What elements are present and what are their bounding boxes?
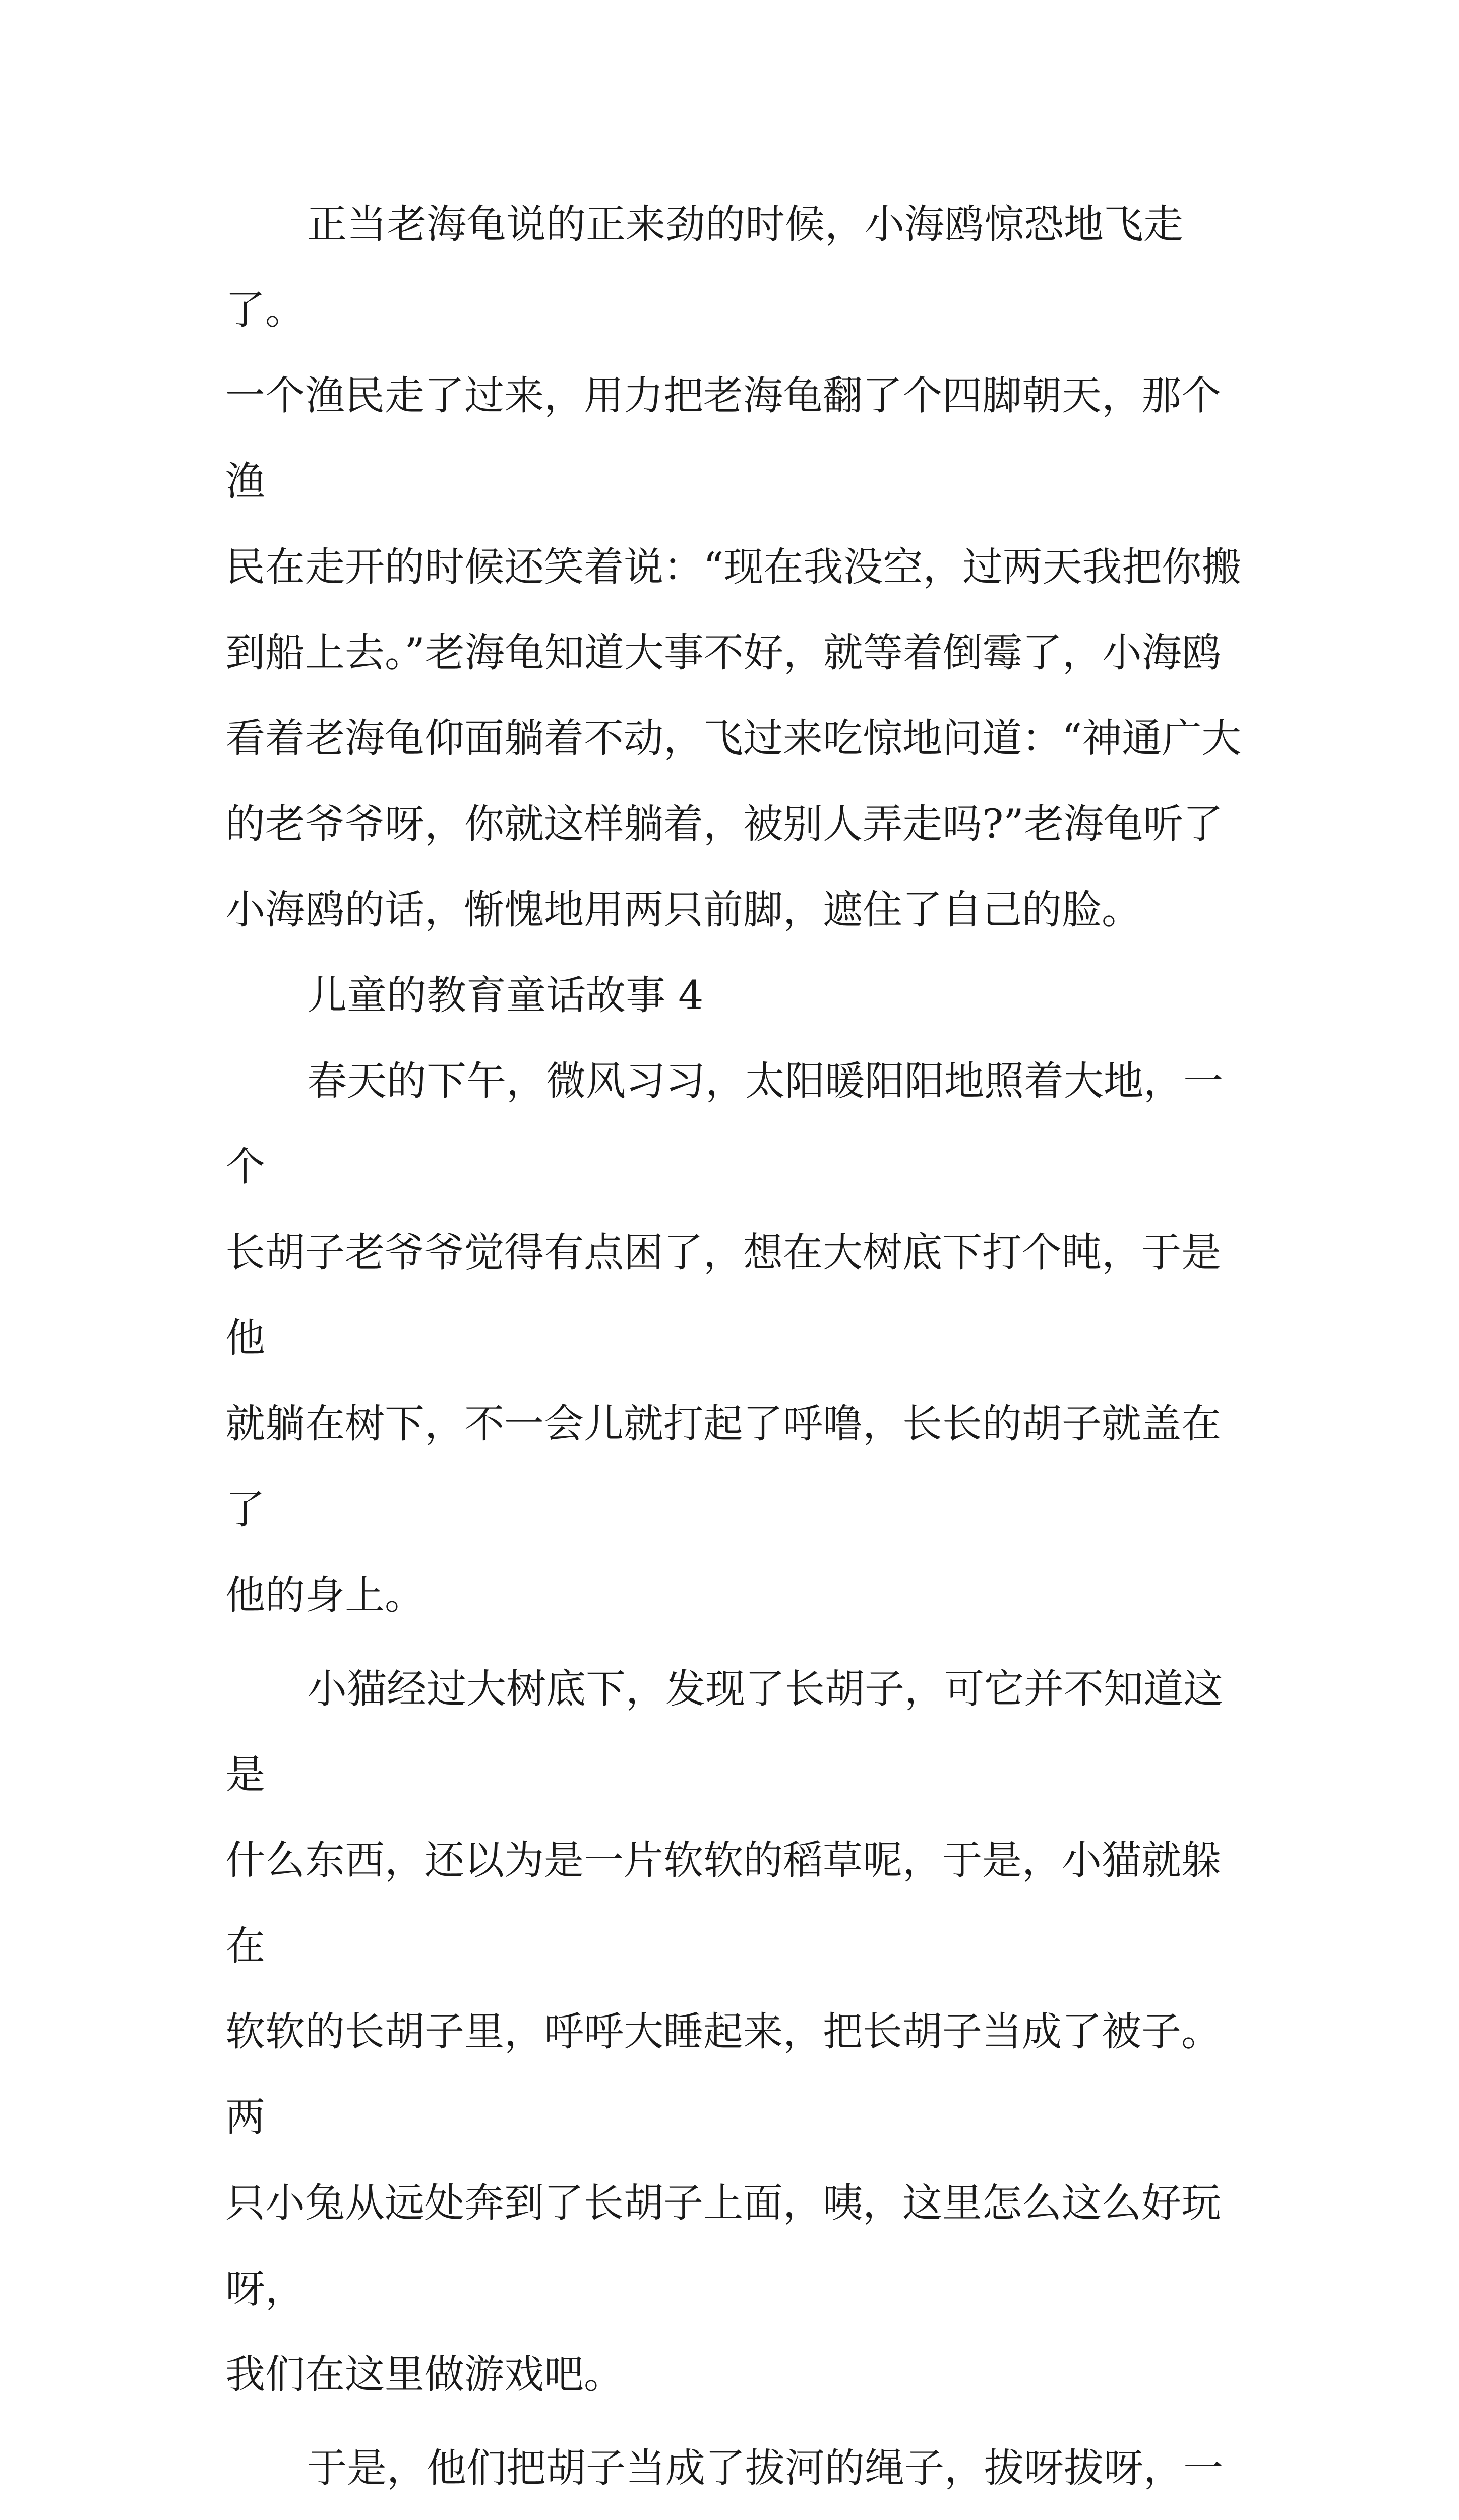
story-heading: 儿童的教育童话故事 4: [307, 972, 704, 1019]
paragraph-tug-of-war: 于是，他们把胡子当成了拔河的绳子，拔呀拔呀，一: [307, 2445, 1223, 2491]
document-body: [225, 181, 1249, 2520]
paragraph-sea-turtle: 正当老海龟说的正来劲的时候，小海鸥惊恐地飞走了。 一个渔民走了过来，用力把老海龟翻了个四脚朝天，那个渔 民在走开的时候还笑着说：“现在我没空，过两天我把你搬 到船上去。”老海龟知道大事不好，就等着倒霉了，小海鸥 看着老海龟仰面躺着不动，飞过来吃惊地问道：“神通广大 的老爷爷呀，你就这样躺着，被别人弄走吗?”老海龟听了 小海鸥的话，惭愧地用两只前脚，遮住了自己的脸。: [225, 201, 1242, 933]
paragraph-kitten: 小猫经过大树底下，发现了长胡子，可它并不知道这是 什么东西，还以为是一片软软的稻草呢，于是，小猫就躲在 软软的长胡子里，呼呼大睡起来，把长胡子当成了被子。两 只小兔从远处奔到了长胡子上面，咦，这里怎么这么好玩呀， 我们在这里做游戏吧。: [225, 1666, 1223, 2398]
paragraph-spring-afternoon: 春天的下午，微风习习，太阳暖阳阳地照着大地，一个 长胡子老爷爷觉得有点困了，想在大树底下打个盹，于是他 就躺在树下，不一会儿就打起了呼噜，长长的胡子就盖在了 他的身上。: [225, 1058, 1223, 1618]
